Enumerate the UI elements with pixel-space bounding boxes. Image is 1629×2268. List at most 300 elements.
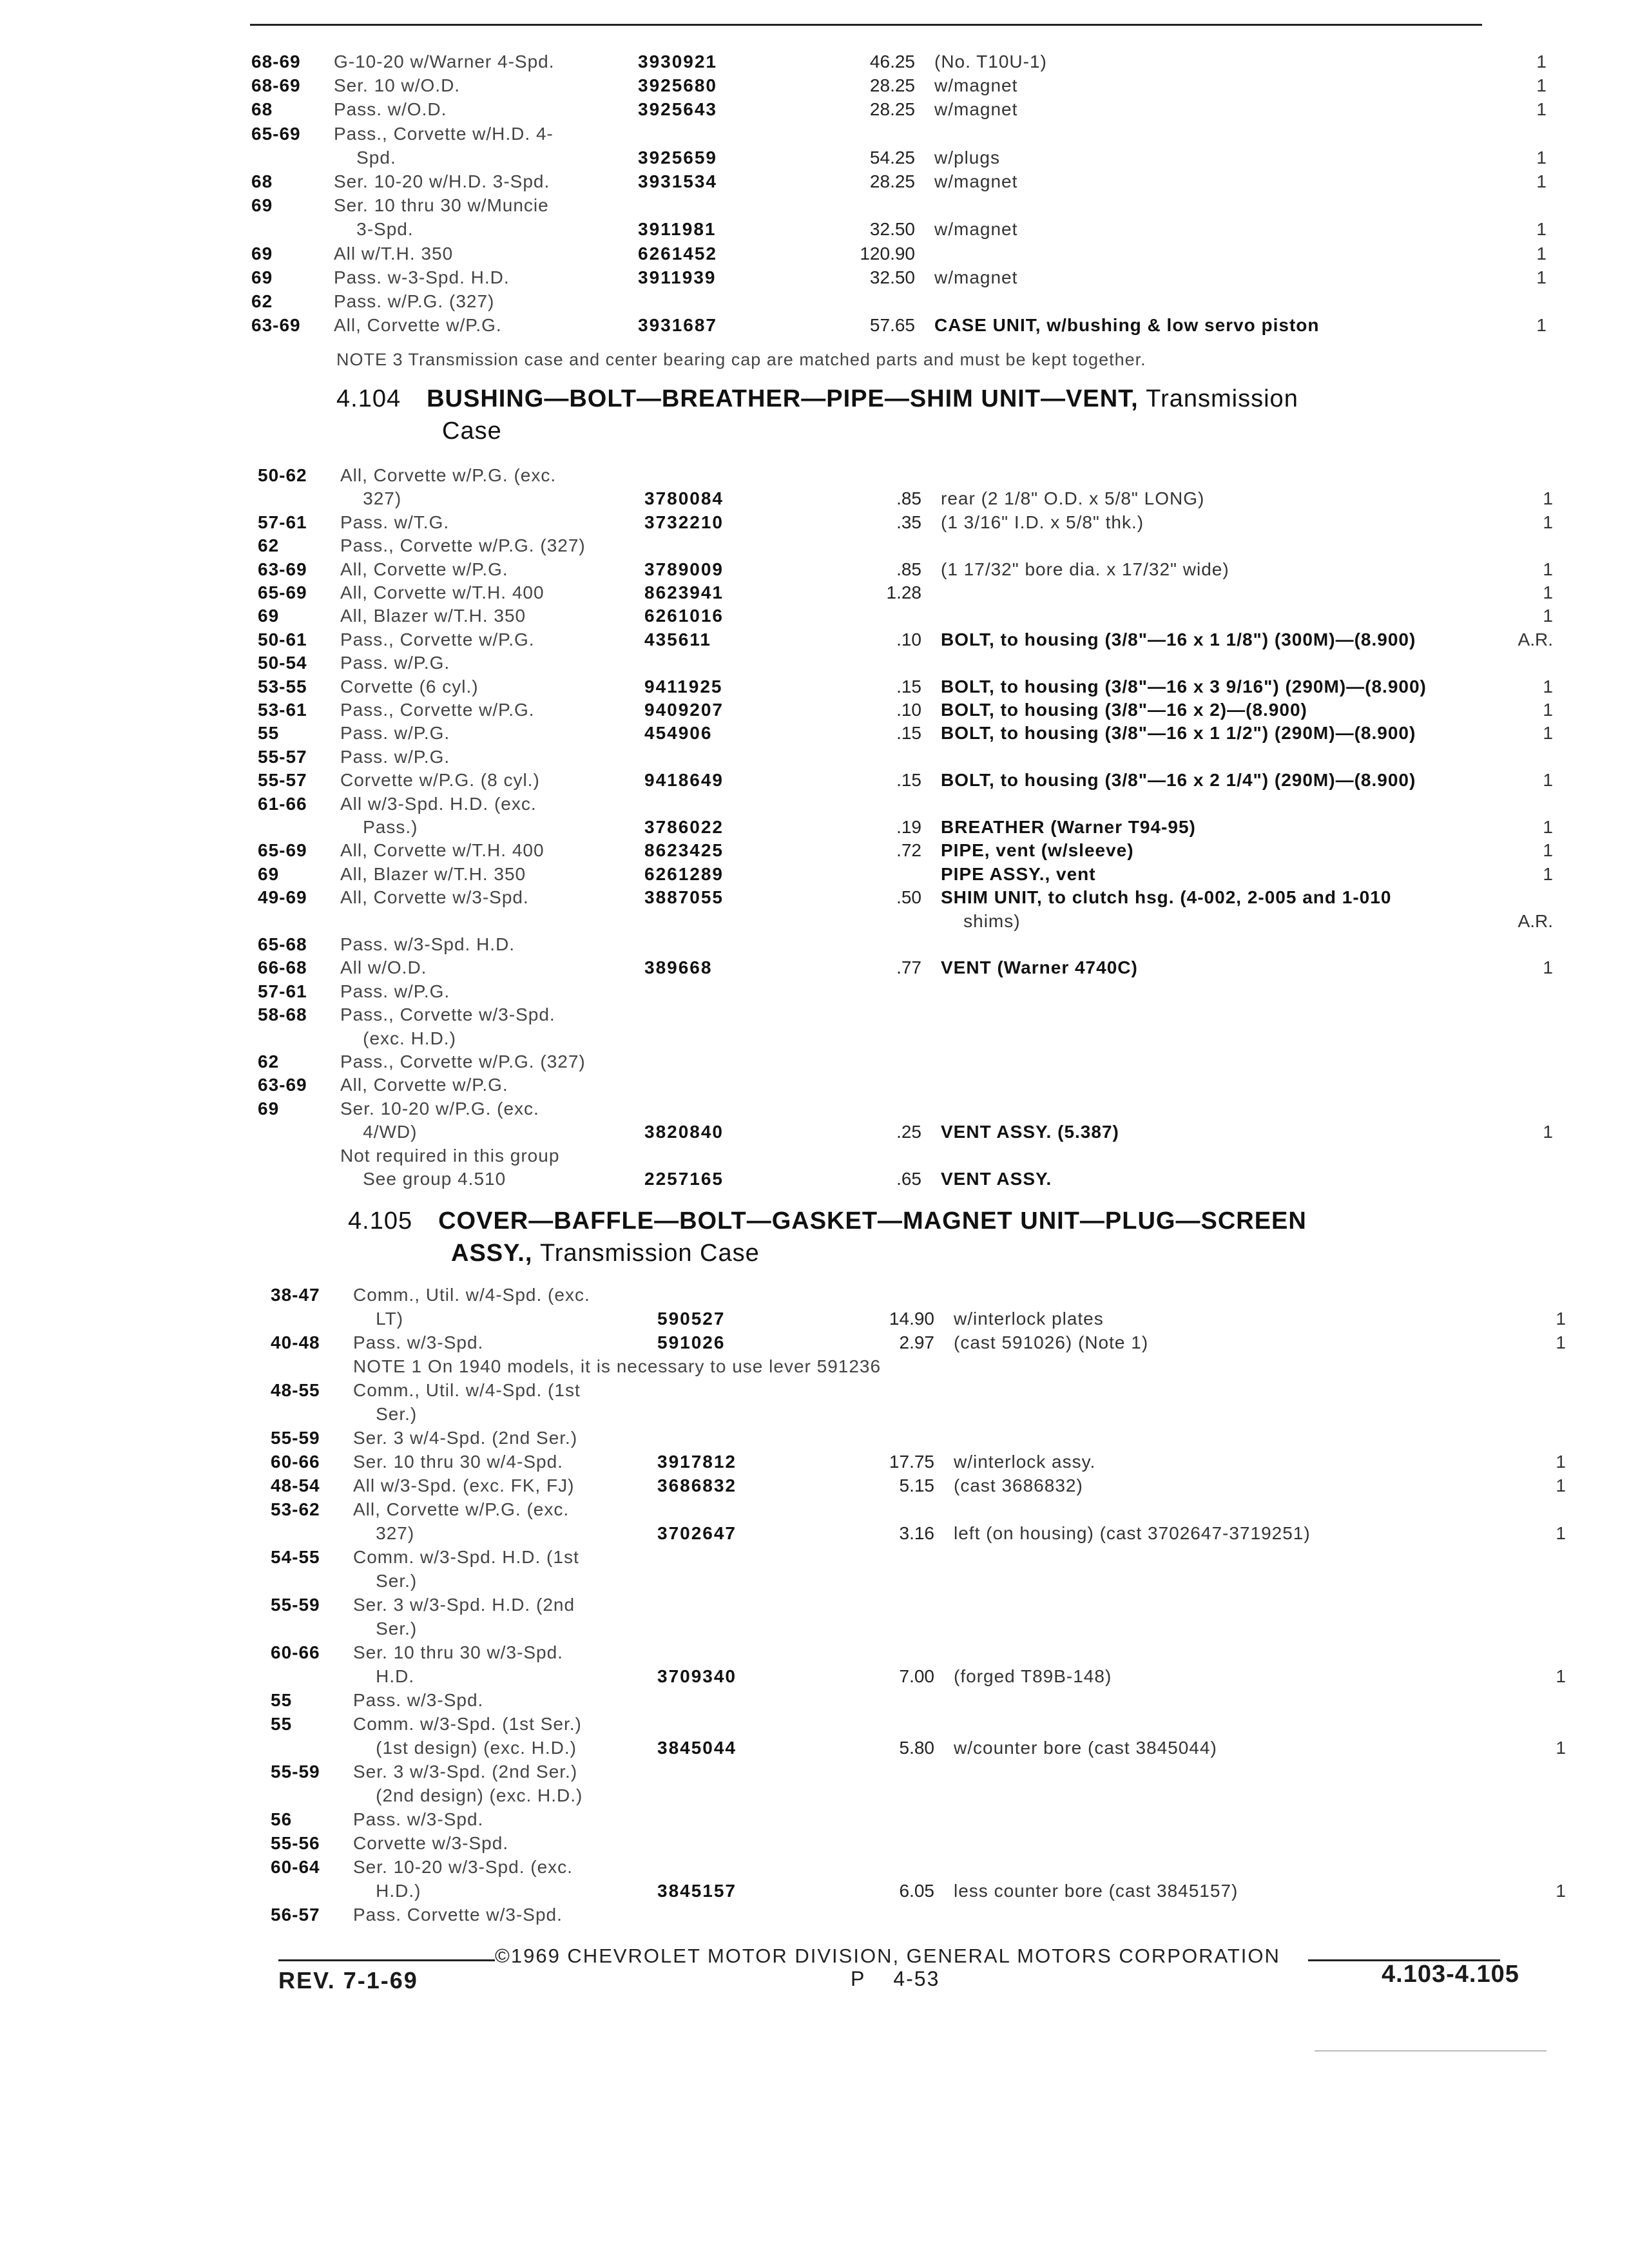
list-price: 32.50 xyxy=(869,267,915,287)
quantity: 1 xyxy=(1536,267,1547,287)
scan-artifact-line xyxy=(1315,2050,1547,2052)
part-description: left (on housing) (cast 3702647-3719251) xyxy=(954,1523,1311,1543)
application: Pass. w/3-Spd. xyxy=(353,1332,484,1352)
parts-row xyxy=(271,1902,1443,1928)
application: Ser. 10-20 w/3-Spd. (exc. xyxy=(353,1857,573,1877)
parts-row xyxy=(258,1049,1443,1075)
part-description: w/magnet xyxy=(934,99,1018,120)
application: Ser.) xyxy=(353,1404,418,1424)
application: Pass. w/O.D. xyxy=(334,99,447,120)
application: Ser. 3 w/3-Spd. (2nd Ser.) xyxy=(353,1762,578,1782)
quantity: 1 xyxy=(1536,243,1547,264)
parts-row xyxy=(258,510,1553,535)
application: All w/3-Spd. (exc. FK, FJ) xyxy=(353,1475,575,1495)
list-price: .25 xyxy=(896,1122,921,1142)
parts-row xyxy=(258,1026,1443,1052)
application: 327) xyxy=(353,1523,415,1543)
section-4105-number: 4.105 xyxy=(348,1207,413,1235)
part-description: (1 17/32" bore dia. x 17/32" wide) xyxy=(941,559,1229,579)
section-4105-heading-line2 xyxy=(451,1238,760,1268)
application: (2nd design) (exc. H.D.) xyxy=(353,1785,583,1805)
application: Ser. 3 w/4-Spd. (2nd Ser.) xyxy=(353,1428,578,1448)
part-description: BOLT, to housing (3/8"—16 x 3 9/16") (290M)—(8.900) xyxy=(941,676,1427,697)
model-years: 48-54 xyxy=(271,1475,320,1495)
quantity: 1 xyxy=(1543,606,1553,626)
list-price: .72 xyxy=(896,840,921,861)
parts-row xyxy=(258,908,1553,934)
model-years: 62 xyxy=(258,535,280,556)
part-number: 3789009 xyxy=(644,559,724,579)
application: Pass. w-3-Spd. H.D. xyxy=(334,267,510,287)
quantity: 1 xyxy=(1543,840,1553,861)
quantity: 1 xyxy=(1556,1475,1566,1495)
application: Pass., Corvette w/H.D. 4- xyxy=(334,123,554,144)
application: (exc. H.D.) xyxy=(340,1028,456,1048)
application: Pass. Corvette w/3-Spd. xyxy=(353,1905,563,1925)
part-description: less counter bore (cast 3845157) xyxy=(954,1881,1239,1901)
parts-row xyxy=(271,1783,1443,1809)
parts-row xyxy=(271,1330,1566,1356)
footer-copyright: ©1969 CHEVROLET MOTOR DIVISION, GENERAL MOTORS CORPORATION xyxy=(495,1945,1280,1967)
application: NOTE 1 On 1940 models, it is necessary to use lever 591236 xyxy=(353,1356,882,1376)
parts-row xyxy=(258,814,1553,840)
model-years: 65-69 xyxy=(251,123,301,144)
application: Pass. w/P.G. xyxy=(340,653,450,673)
quantity: 1 xyxy=(1536,99,1547,120)
parts-row xyxy=(251,289,1443,314)
parts-row xyxy=(271,1401,1443,1427)
application: Ser. 10-20 w/H.D. 3-Spd. xyxy=(334,171,550,191)
application: Pass., Corvette w/3-Spd. xyxy=(340,1004,555,1025)
parts-row xyxy=(258,674,1553,700)
application: See group 4.510 xyxy=(340,1169,506,1189)
model-years: 55-57 xyxy=(258,770,307,791)
model-years: 60-66 xyxy=(271,1452,320,1472)
list-price: .85 xyxy=(896,559,921,579)
parts-row xyxy=(251,145,1547,171)
list-price: .15 xyxy=(896,676,921,697)
list-price: 3.16 xyxy=(899,1523,934,1543)
section-4104-number: 4.104 xyxy=(336,385,401,412)
section-4104-heading-line2 xyxy=(442,416,502,446)
application: Pass. w/T.G. xyxy=(340,512,450,532)
part-number: 3917812 xyxy=(657,1452,737,1472)
application: Ser. 10-20 w/P.G. (exc. xyxy=(340,1098,539,1119)
parts-row xyxy=(258,885,1443,910)
part-number: 3911981 xyxy=(638,219,717,240)
parts-row xyxy=(251,49,1547,75)
part-number: 3709340 xyxy=(657,1666,737,1686)
application: All, Corvette w/3-Spd. xyxy=(340,887,529,908)
part-description: (cast 591026) (Note 1) xyxy=(954,1332,1149,1352)
quantity: 1 xyxy=(1556,1666,1566,1686)
application: 3-Spd. xyxy=(334,219,414,240)
parts-row xyxy=(251,241,1547,267)
parts-row xyxy=(258,1166,1443,1192)
parts-row xyxy=(258,955,1553,981)
part-description: (forged T89B-148) xyxy=(954,1666,1112,1686)
part-number: 9411925 xyxy=(644,676,723,697)
part-number: 454906 xyxy=(644,723,713,744)
model-years: 66-68 xyxy=(258,957,307,978)
section-4104-title: BUSHING—BOLT—BREATHER—PIPE—SHIM UNIT—VENT, xyxy=(427,385,1139,412)
parts-row xyxy=(258,1072,1443,1098)
model-years: 55 xyxy=(271,1690,293,1710)
model-years: 68 xyxy=(251,99,273,120)
model-years: 55-57 xyxy=(258,746,307,767)
parts-row xyxy=(258,744,1443,770)
model-years: 55-59 xyxy=(271,1595,320,1615)
parts-row xyxy=(271,1687,1443,1713)
quantity: 1 xyxy=(1543,512,1553,532)
model-years: 65-69 xyxy=(258,840,307,861)
quantity: 1 xyxy=(1543,700,1553,720)
quantity: 1 xyxy=(1536,219,1547,240)
quantity: 1 xyxy=(1556,1332,1566,1352)
quantity: 1 xyxy=(1556,1523,1566,1543)
application: H.D.) xyxy=(353,1881,421,1901)
application: Ser. 10 thru 30 w/3-Spd. xyxy=(353,1642,563,1662)
model-years: 69 xyxy=(251,195,273,216)
application: Pass.) xyxy=(340,817,418,837)
part-description: (No. T10U-1) xyxy=(934,52,1047,72)
application: G-10-20 w/Warner 4-Spd. xyxy=(334,52,555,72)
section-4103-note: NOTE 3 Transmission case and center bearing cap are matched parts and must be kept together. xyxy=(336,350,1146,369)
part-description: w/interlock plates xyxy=(954,1309,1104,1329)
model-years: 55-59 xyxy=(271,1428,320,1448)
model-years: 49-69 xyxy=(258,887,307,908)
application: 327) xyxy=(340,488,402,509)
parts-row xyxy=(271,1282,1443,1308)
parts-row xyxy=(258,627,1553,653)
parts-row xyxy=(251,169,1547,195)
footer-group-range: 4.103-4.105 xyxy=(1382,1961,1519,1988)
application: All, Blazer w/T.H. 350 xyxy=(340,606,526,626)
application: H.D. xyxy=(353,1666,415,1686)
section-4105-title: COVER—BAFFLE—BOLT—GASKET—MAGNET UNIT—PLUG—SCREEN xyxy=(438,1207,1307,1235)
list-price: 6.05 xyxy=(899,1881,934,1901)
parts-row xyxy=(251,216,1547,242)
parts-row xyxy=(258,603,1553,629)
part-number: 8623425 xyxy=(644,840,724,861)
part-number: 3911939 xyxy=(638,267,717,287)
list-price: .65 xyxy=(896,1169,921,1189)
parts-row xyxy=(271,1354,1443,1379)
model-years: 50-61 xyxy=(258,629,307,649)
quantity: 1 xyxy=(1556,1309,1566,1329)
parts-row xyxy=(271,1759,1443,1785)
part-description: VENT (Warner 4740C) xyxy=(941,957,1138,978)
application: Spd. xyxy=(334,147,396,168)
parts-row xyxy=(258,1119,1553,1145)
model-years: 57-61 xyxy=(258,512,307,532)
list-price: .77 xyxy=(896,957,921,978)
model-years: 68-69 xyxy=(251,52,301,72)
section-4104-title-line2: Case xyxy=(442,418,502,445)
application: Pass., Corvette w/P.G. (327) xyxy=(340,1052,586,1072)
parts-row xyxy=(251,265,1547,291)
list-price: 28.25 xyxy=(869,171,915,191)
model-years: 55-59 xyxy=(271,1762,320,1782)
application: Ser. 10 w/O.D. xyxy=(334,75,461,96)
parts-row xyxy=(271,1831,1443,1856)
list-price: .10 xyxy=(896,700,921,720)
parts-row xyxy=(258,767,1553,793)
application: Ser. 10 thru 30 w/Muncie xyxy=(334,195,549,216)
model-years: 56-57 xyxy=(271,1905,320,1925)
application: All, Corvette w/P.G. (exc. xyxy=(340,465,557,485)
part-number: 3845157 xyxy=(657,1881,737,1901)
application: Ser. 3 w/3-Spd. H.D. (2nd xyxy=(353,1595,575,1615)
model-years: 62 xyxy=(251,291,273,311)
application: All, Blazer w/T.H. 350 xyxy=(340,863,526,884)
parts-row xyxy=(271,1521,1566,1546)
part-number: 3686832 xyxy=(657,1475,737,1495)
part-number: 9418649 xyxy=(644,770,724,791)
part-number: 3780084 xyxy=(644,488,724,509)
part-description: BOLT, to housing (3/8"—16 x 2 1/4") (290M)—(8.900) xyxy=(941,770,1416,791)
parts-row xyxy=(271,1854,1443,1880)
application: All, Corvette w/P.G. (exc. xyxy=(353,1499,570,1519)
model-years: 53-55 xyxy=(258,676,307,697)
model-years: 69 xyxy=(258,606,280,626)
part-number: 6261016 xyxy=(644,606,724,626)
part-number: 3702647 xyxy=(657,1523,737,1543)
application: Pass. w/P.G. (327) xyxy=(334,291,495,311)
model-years: 50-62 xyxy=(258,465,307,485)
parts-row xyxy=(271,1878,1566,1904)
part-description: BOLT, to housing (3/8"—16 x 1 1/2") (290M)—(8.900) xyxy=(941,723,1416,744)
list-price: .50 xyxy=(896,887,921,908)
model-years: 65-69 xyxy=(258,582,307,602)
model-years: 68-69 xyxy=(251,75,301,96)
quantity: 1 xyxy=(1543,723,1553,744)
part-number: 591026 xyxy=(657,1332,726,1352)
parts-row xyxy=(258,533,1443,559)
quantity: 1 xyxy=(1536,52,1547,72)
parts-row xyxy=(271,1735,1566,1761)
parts-row xyxy=(258,979,1443,1004)
model-years: 50-54 xyxy=(258,653,307,673)
parts-row xyxy=(251,121,1443,147)
model-years: 61-66 xyxy=(258,793,307,814)
application: Pass. w/3-Spd. H.D. xyxy=(340,934,516,954)
parts-row xyxy=(251,193,1443,218)
section-4104-subtitle: Transmission xyxy=(1146,385,1298,412)
parts-row xyxy=(271,1306,1566,1332)
model-years: 69 xyxy=(251,243,273,264)
part-description: BOLT, to housing (3/8"—16 x 1 1/8") (300M)—(8.900) xyxy=(941,629,1416,649)
model-years: 62 xyxy=(258,1052,280,1072)
part-number: 3786022 xyxy=(644,817,724,837)
quantity: 1 xyxy=(1536,171,1547,191)
part-description: w/interlock assy. xyxy=(954,1452,1096,1472)
part-number: 3931534 xyxy=(638,171,718,191)
part-description: (cast 3686832) xyxy=(954,1475,1083,1495)
part-description: rear (2 1/8" O.D. x 5/8" LONG) xyxy=(941,488,1205,509)
footer-page-number: P 4-53 xyxy=(851,1967,940,1990)
list-price: 32.50 xyxy=(869,219,915,240)
application: All, Corvette w/T.H. 400 xyxy=(340,582,545,602)
part-number: 6261452 xyxy=(638,243,718,264)
list-price: 54.25 xyxy=(869,147,915,168)
part-number: 3732210 xyxy=(644,512,724,532)
model-years: 55 xyxy=(271,1714,293,1734)
quantity: 1 xyxy=(1543,582,1553,602)
model-years: 69 xyxy=(258,863,280,884)
list-price: 1.28 xyxy=(886,582,921,602)
model-years: 53-62 xyxy=(271,1499,320,1519)
application: Corvette (6 cyl.) xyxy=(340,676,479,697)
application: Ser.) xyxy=(353,1571,418,1591)
parts-row xyxy=(258,1143,1443,1169)
application: Comm. w/3-Spd. H.D. (1st xyxy=(353,1547,579,1567)
quantity: 1 xyxy=(1543,770,1553,791)
application: Comm., Util. w/4-Spd. (1st xyxy=(353,1380,581,1400)
application: All, Corvette w/T.H. 400 xyxy=(340,840,545,861)
application: Comm. w/3-Spd. (1st Ser.) xyxy=(353,1714,582,1734)
quantity: 1 xyxy=(1543,957,1553,978)
part-number: 3925680 xyxy=(638,75,718,96)
part-number: 9409207 xyxy=(644,700,724,720)
list-price: 2.97 xyxy=(899,1332,934,1352)
list-price: 5.80 xyxy=(899,1738,934,1758)
parts-row xyxy=(271,1378,1443,1403)
model-years: 38-47 xyxy=(271,1285,320,1305)
section-4105-heading xyxy=(348,1206,1307,1236)
application: Not required in this group xyxy=(340,1145,560,1166)
part-description: (1 3/16" I.D. x 5/8" thk.) xyxy=(941,512,1144,532)
footer-rule-left xyxy=(278,1959,495,1961)
section-4104-heading xyxy=(336,384,1298,414)
list-price: 7.00 xyxy=(899,1666,934,1686)
part-number: 2257165 xyxy=(644,1169,724,1189)
parts-row xyxy=(258,932,1443,957)
parts-row xyxy=(258,580,1553,606)
part-number: 590527 xyxy=(657,1309,726,1329)
quantity: 1 xyxy=(1536,75,1547,96)
list-price: 5.15 xyxy=(899,1475,934,1495)
list-price: 17.75 xyxy=(889,1452,934,1472)
list-price: 28.25 xyxy=(869,75,915,96)
parts-row xyxy=(251,73,1547,99)
list-price: .85 xyxy=(896,488,921,509)
application: All, Corvette w/P.G. xyxy=(340,1075,508,1095)
parts-row xyxy=(271,1592,1443,1618)
list-price: 46.25 xyxy=(869,52,915,72)
parts-row xyxy=(258,838,1553,863)
quantity: 1 xyxy=(1543,1122,1553,1142)
list-price: 57.65 xyxy=(869,315,915,336)
part-number: 435611 xyxy=(644,629,711,649)
quantity: 1 xyxy=(1556,1881,1566,1901)
application: Pass., Corvette w/P.G. (327) xyxy=(340,535,586,556)
part-description: BREATHER (Warner T94-95) xyxy=(941,817,1196,837)
quantity: 1 xyxy=(1556,1738,1566,1758)
part-number: 3820840 xyxy=(644,1122,724,1142)
model-years: 63-69 xyxy=(258,559,307,579)
model-years: 57-61 xyxy=(258,981,307,1001)
parts-row xyxy=(271,1807,1443,1832)
application: Pass. w/P.G. xyxy=(340,981,450,1001)
quantity: 1 xyxy=(1543,559,1553,579)
quantity: A.R. xyxy=(1518,910,1553,931)
part-description: VENT ASSY. xyxy=(941,1169,1052,1189)
part-description: PIPE, vent (w/sleeve) xyxy=(941,840,1134,861)
part-number: 3931687 xyxy=(638,315,718,336)
part-description: BOLT, to housing (3/8"—16 x 2)—(8.900) xyxy=(941,700,1307,720)
list-price: .15 xyxy=(896,770,921,791)
quantity: 1 xyxy=(1536,147,1547,168)
list-price: .15 xyxy=(896,723,921,744)
parts-row xyxy=(271,1664,1566,1689)
part-description: VENT ASSY. (5.387) xyxy=(941,1122,1119,1142)
parts-row xyxy=(271,1425,1443,1451)
application: All w/O.D. xyxy=(340,957,427,978)
list-price: 14.90 xyxy=(889,1309,934,1329)
parts-row xyxy=(258,720,1553,746)
model-years: 58-68 xyxy=(258,1004,307,1025)
model-years: 48-55 xyxy=(271,1380,320,1400)
application: Pass., Corvette w/P.G. xyxy=(340,700,535,720)
application: All w/T.H. 350 xyxy=(334,243,454,264)
part-description: CASE UNIT, w/bushing & low servo piston xyxy=(934,315,1320,336)
quantity: A.R. xyxy=(1518,629,1553,649)
top-rule xyxy=(250,24,1482,26)
quantity: 1 xyxy=(1543,863,1553,884)
part-description: w/magnet xyxy=(934,75,1018,96)
parts-row xyxy=(251,97,1547,122)
model-years: 56 xyxy=(271,1809,293,1829)
model-years: 69 xyxy=(251,267,273,287)
parts-row xyxy=(271,1544,1443,1570)
model-years: 68 xyxy=(251,171,273,191)
parts-row xyxy=(258,1096,1443,1122)
section-4105-subtitle: Transmission Case xyxy=(539,1240,760,1267)
application: Ser.) xyxy=(353,1619,418,1639)
application: Comm., Util. w/4-Spd. (exc. xyxy=(353,1285,590,1305)
parts-row xyxy=(271,1711,1443,1737)
parts-row xyxy=(271,1616,1443,1642)
part-description: w/magnet xyxy=(934,171,1018,191)
parts-row xyxy=(271,1640,1443,1666)
model-years: 53-61 xyxy=(258,700,307,720)
part-number: 6261289 xyxy=(644,863,724,884)
quantity: 1 xyxy=(1536,315,1547,336)
model-years: 55-56 xyxy=(271,1833,320,1853)
part-number: 3887055 xyxy=(644,887,724,908)
application: All w/3-Spd. H.D. (exc. xyxy=(340,793,537,814)
part-description: w/magnet xyxy=(934,219,1018,240)
parts-row xyxy=(271,1568,1443,1594)
parts-row xyxy=(271,1473,1566,1499)
part-number: 3925643 xyxy=(638,99,718,120)
model-years: 60-66 xyxy=(271,1642,320,1662)
parts-row xyxy=(258,791,1443,817)
parts-row xyxy=(258,486,1553,512)
application: 4/WD) xyxy=(340,1122,418,1142)
model-years: 40-48 xyxy=(271,1332,320,1352)
application: LT) xyxy=(353,1309,404,1329)
section-4105-title-line2: ASSY., xyxy=(451,1240,533,1267)
model-years: 69 xyxy=(258,1098,280,1119)
parts-row xyxy=(258,861,1553,887)
model-years: 60-64 xyxy=(271,1857,320,1877)
list-price: 120.90 xyxy=(860,243,915,264)
parts-row xyxy=(251,312,1547,338)
parts-row xyxy=(258,1002,1443,1028)
application: Pass. w/3-Spd. xyxy=(353,1690,484,1710)
